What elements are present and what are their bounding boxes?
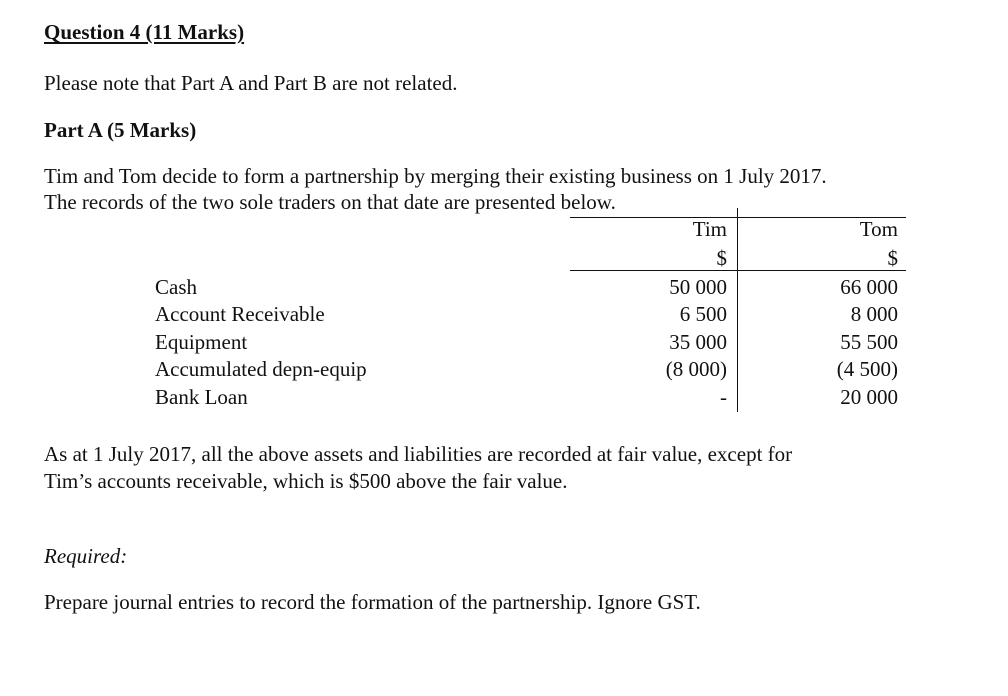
prepare-instruction: Prepare journal entries to record the formation of the partnership. Ignore GST.: [44, 590, 701, 614]
fair-value-line-2: Tim’s accounts receivable, which is $500 above the fair value.: [44, 469, 568, 493]
tim-value-account-receivable: 6 500: [679, 302, 727, 326]
tom-value-equipment: 55 500: [840, 330, 898, 354]
tom-value-cash: 66 000: [840, 275, 898, 299]
tom-value-bank-loan: 20 000: [840, 385, 898, 409]
row-label-bank-loan: Bank Loan: [155, 385, 248, 409]
row-label-account-receivable: Account Receivable: [155, 302, 325, 326]
tom-value-account-receivable: 8 000: [850, 302, 898, 326]
row-label-accumulated-depn: Accumulated depn-equip: [155, 357, 367, 381]
tom-header: Tom: [859, 217, 898, 241]
fair-value-line-1: As at 1 July 2017, all the above assets and liabilities are recorded at fair value, except for: [44, 442, 793, 466]
tim-header: Tim: [692, 217, 727, 241]
tom-currency: $: [887, 246, 898, 270]
question-title: Question 4 (11 Marks): [44, 20, 245, 44]
tim-value-accumulated-depn: (8 000): [665, 357, 727, 381]
note-text: Please note that Part A and Part B are not related.: [44, 71, 458, 95]
intro-line-1: Tim and Tom decide to form a partnership by merging their existing business on 1 July 2017.: [44, 164, 827, 188]
tim-value-equipment: 35 000: [669, 330, 727, 354]
part-a-title: Part A (5 Marks): [44, 118, 197, 142]
row-label-cash: Cash: [155, 275, 197, 299]
required-label: Required:: [44, 544, 128, 568]
tim-value-cash: 50 000: [669, 275, 727, 299]
tim-currency: $: [716, 246, 727, 270]
tom-value-accumulated-depn: (4 500): [836, 357, 898, 381]
row-label-equipment: Equipment: [155, 330, 248, 354]
tim-value-bank-loan: -: [720, 385, 727, 409]
intro-line-2: The records of the two sole traders on that date are presented below.: [44, 190, 616, 214]
